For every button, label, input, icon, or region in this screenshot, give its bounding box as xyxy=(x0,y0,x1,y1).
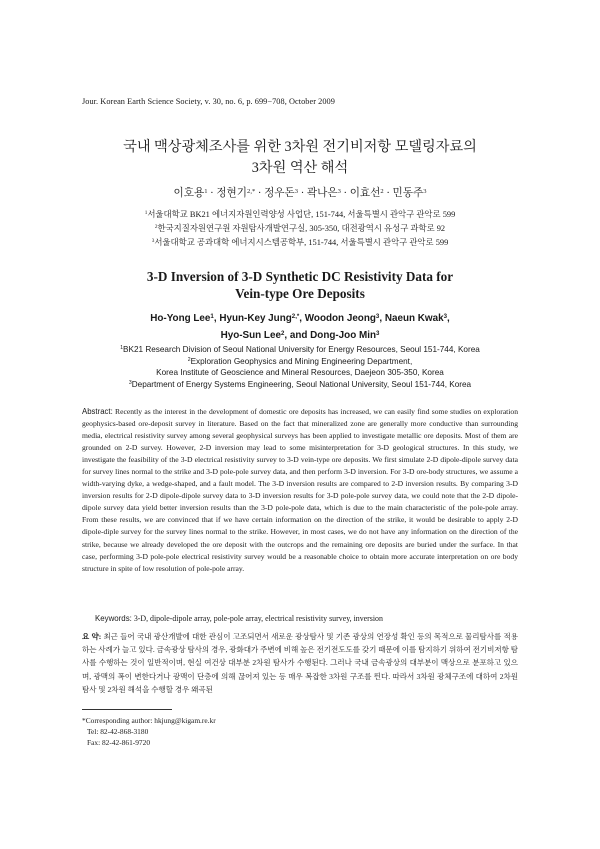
author-name: 정우돈 xyxy=(264,188,295,199)
keywords-label: Keywords: xyxy=(95,614,132,623)
author-name: Ho-Yong Lee xyxy=(150,313,211,324)
author-superscript: 2 xyxy=(280,329,285,337)
keywords xyxy=(95,614,525,623)
affiliation-line xyxy=(60,344,540,356)
korean-title-line-1: 국내 맥상광체조사를 위한 3차원 전기비저항 모델링자료의 xyxy=(123,139,477,155)
affiliation-line xyxy=(60,379,540,391)
author-name: 곽나은 xyxy=(306,188,338,199)
affiliation-superscript: 2 xyxy=(187,356,191,363)
affiliation-line xyxy=(60,356,540,368)
affiliation-superscript: 3 xyxy=(151,238,155,245)
journal-citation: Jour. Korean Earth Science Society, v. 30, no. 6, p. 699−708, October 2009 xyxy=(82,97,335,106)
english-title xyxy=(60,268,540,302)
author-separator: , xyxy=(447,313,450,324)
english-title-line-2: Vein-type Ore Deposits xyxy=(235,286,365,301)
author-superscript: 3 xyxy=(294,187,299,195)
author-superscript: 3 xyxy=(337,187,341,195)
affiliation-text: 서울대학교 BK21 에너지자원인력양성 사업단, 151-744, 서울특별시 관악구 관악로 599 xyxy=(147,210,456,219)
affiliation-line xyxy=(60,222,540,236)
author-name: 이호용 xyxy=(173,188,205,199)
affiliation-text: BK21 Research Division of Seoul National University for Energy Resources, Seoul 151-744, Korea xyxy=(123,345,480,354)
affiliation-superscript: 1 xyxy=(120,345,124,352)
author-name: Hyun-Key Jung xyxy=(219,313,292,324)
korean-title-line-2: 3차원 역산 해석 xyxy=(251,160,349,176)
telephone: Tel: 82-42-868-3180 xyxy=(87,727,149,737)
abstract-label: Abstract: xyxy=(82,407,113,416)
author-separator: , xyxy=(379,313,385,324)
author-name: Dong-Joo Min xyxy=(310,330,376,341)
author-separator: · xyxy=(298,188,307,199)
author-superscript: 2 xyxy=(380,187,384,195)
author-superscript: 1 xyxy=(210,312,214,320)
author-name: Hyo-Sun Lee xyxy=(220,330,281,341)
abstract-text: Recently as the interest in the development of domestic ore deposits has increased, we can easily find some studies on exploration geophysics-based ore-deposit survey in literature. Based on the fact that mineralized zone are generally more conductive than surrounding media, electrical resistivity survey among several geophysical surveys has been applied to investigate metallic ore deposits. Most of them are grounded on 2-D survey. However, 2-D inversion may lead to some misinterpretation for 3-D geological structures. In this study, we investigate the feasibility of the 3-D electrical resistivity survey to 3-D vein-type ore deposits. We first simulate 2-D dipole-dipole survey data for survey lines normal to the strike and 3-D pole-pole survey data, and then perform 3-D inversion. For 3-D ore-body structures, we assume a width-varying dyke, a wedge-shaped, and a fault model. The 3-D inversion results are compared to 2-D inversion results. By comparing 3-D inversion results for 2-D dipole-dipole survey data to 3-D inversion results for 3-D pole-pole survey data, we could note that the 2-D dipole-dipole survey data yield better inversion results than the 3-D pole-pole data, which is due to the main characteristic of the pole-pole array. From these results, we are convinced that if we have certain information on the direction of the strike, it would be desirable to apply 2-D dipole-diple survey for the survey lines normal to the strike. However, in most cases, we do not have any information on the direction of the strike, because we already developed the ore deposit with the outcrops and the remaining ore deposits are buried under the surface. In that case, performing 3-D pole-pole electrical resistivity survey would be a reasonable choice to obtain more accurate interpretation on ore body structure in spite of low resolution of pole-pole array. xyxy=(82,407,518,573)
footnote-divider xyxy=(82,709,172,710)
affiliation-line xyxy=(60,208,540,222)
abstract xyxy=(82,406,518,575)
korean-title xyxy=(60,137,540,179)
keywords-text: 3-D, dipole-dipole array, pole-pole array, electrical resistivity survey, inversion xyxy=(131,614,383,623)
corresponding-author: *Corresponding author: hkjung@kigam.re.kr xyxy=(82,716,216,725)
author-name: 이효선 xyxy=(349,188,381,199)
korean-author-list xyxy=(60,185,540,200)
author-superscript: 2,* xyxy=(247,187,256,195)
affiliation-superscript: 3 xyxy=(128,379,132,386)
english-authors-line-2 xyxy=(60,327,540,344)
author-name: 민동주 xyxy=(392,188,424,199)
korean-affiliations xyxy=(60,208,540,250)
fax: Fax: 82-42-861-9720 xyxy=(87,738,151,748)
korean-abstract-label: 요 약: xyxy=(82,632,102,641)
author-name: Woodon Jeong xyxy=(304,313,376,324)
affiliation-text: Department of Energy Systems Engineering, Seoul National University, Seoul 151-744, Korea xyxy=(131,379,472,389)
affiliation-text: 서울대학교 공과대학 에너지시스템공학부, 151-744, 서울특별시 관악구 관악로 599 xyxy=(154,238,449,247)
author-name: Naeun Kwak xyxy=(384,313,444,324)
author-superscript: 2,* xyxy=(291,312,300,320)
english-affiliations xyxy=(60,344,540,390)
author-separator: , xyxy=(213,313,220,324)
affiliation-line xyxy=(60,367,540,379)
author-separator: · xyxy=(340,188,350,199)
author-separator: , xyxy=(299,313,305,324)
author-superscript: 3 xyxy=(375,329,380,337)
korean-abstract-text: 최근 들어 국내 광산개발에 대한 관심이 고조되면서 새로운 광상탐사 및 기존 광상의 연장성 확인 등의 목적으로 물리탐사를 적용하는 사례가 늘고 있다. 금속광상 탐사의 경우, 광화대가 주변에 비해 높은 전기전도도를 갖기 때문에 이를 탐지하기 위하여 전기비저항 탐사를 수행하는 것이 일반적이며, 현실 여건상 대부분 2차원 탐사가 수행된다. 그러나 국내 금속광상의 대부분이 맥상으로 분포하고 있으며, 광맥의 폭이 변한다거나 광맥이 단층에 의해 끊어져 있는 등 매우 복잡한 3차원 구조를 띈다. 따라서 3차원 광체구조에 대하여 2차원 탐사 및 2차원 해석을 수행할 경우 왜곡된 xyxy=(82,632,518,694)
affiliation-text: Korea Institute of Geoscience and Mineral Resources, Daejeon 305-350, Korea xyxy=(156,368,444,377)
author-separator: · xyxy=(383,188,393,199)
english-author-list xyxy=(60,310,540,344)
affiliation-superscript: 1 xyxy=(144,210,148,217)
affiliation-text: Exploration Geophysics and Mining Engineering Department, xyxy=(190,356,413,366)
author-separator: , and xyxy=(284,330,311,341)
author-separator: · xyxy=(255,188,265,199)
affiliation-superscript: 2 xyxy=(154,224,158,231)
author-superscript: 3 xyxy=(375,312,380,320)
author-superscript: 3 xyxy=(423,187,427,195)
korean-abstract xyxy=(82,630,518,696)
english-authors-line-1 xyxy=(60,310,540,327)
affiliation-text: 한국지질자원연구원 자원탐사개발연구실, 305-350, 대전광역시 유성구 과학로 92 xyxy=(157,224,446,233)
author-name: 정현기 xyxy=(216,188,248,199)
affiliation-line xyxy=(60,236,540,250)
english-title-line-1: 3-D Inversion of 3-D Synthetic DC Resistivity Data for xyxy=(146,269,454,284)
author-superscript: 1 xyxy=(204,187,208,195)
author-superscript: 3 xyxy=(443,312,447,320)
author-separator: · xyxy=(207,188,217,199)
footnote xyxy=(82,715,216,749)
